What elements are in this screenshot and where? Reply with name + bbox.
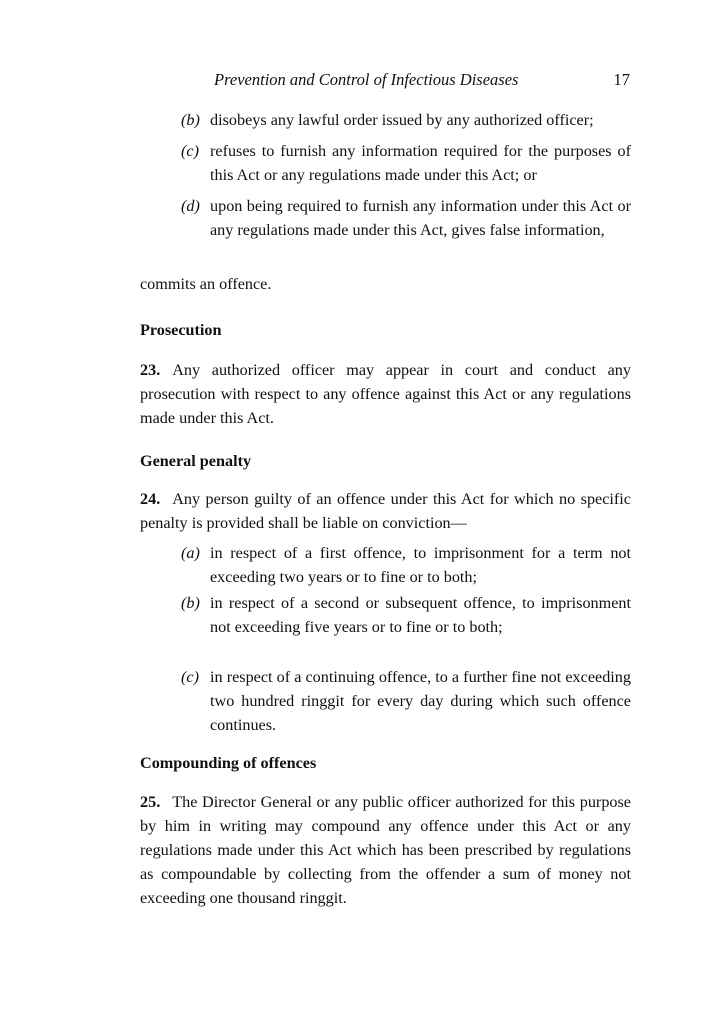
list-item-text: in respect of a second or subsequent offence, to imprisonment not exceeding five years or to fine or to both; xyxy=(210,594,631,636)
closing-line: commits an offence. xyxy=(140,275,272,293)
section-number: 24. xyxy=(140,490,161,508)
section-number: 25. xyxy=(140,793,161,811)
list-item-text: in respect of a continuing offence, to a further fine not exceeding two hundred ringgit for every day during which such offence continues. xyxy=(210,668,631,734)
list-item-label: (b) xyxy=(181,111,200,129)
section-text: The Director General or any public officer authorized for this purpose by him in writing may compound any offence under this Act or any regulations made under this Act which has been prescribed by regulations as compoundable by collecting from the offender a sum of money not exceeding one thousand ringgit. xyxy=(140,793,631,907)
list-item-label: (c) xyxy=(181,668,199,686)
list-item-label: (b) xyxy=(181,594,200,612)
section-number: 23. xyxy=(140,361,161,379)
page-number: 17 xyxy=(613,70,630,89)
section-body xyxy=(140,790,631,910)
list-item-text: disobeys any lawful order issued by any authorized officer; xyxy=(210,111,594,129)
list-item-label: (d) xyxy=(181,197,200,215)
running-header xyxy=(214,68,630,92)
list-item-text: upon being required to furnish any information under this Act or any regulations made under this Act, gives false information, xyxy=(210,197,631,239)
running-header-title: Prevention and Control of Infectious Diseases xyxy=(214,70,519,89)
section-body xyxy=(140,358,631,430)
list-item-label: (c) xyxy=(181,142,199,160)
list-item-text: in respect of a first offence, to imprisonment for a term not exceeding two years or to fine or to both; xyxy=(210,544,631,586)
section-body xyxy=(140,487,631,535)
section-heading: Compounding of offences xyxy=(140,754,317,772)
section-text: Any person guilty of an offence under this Act for which no specific penalty is provided shall be liable on conviction— xyxy=(140,490,631,532)
section-heading: Prosecution xyxy=(140,321,222,339)
section-heading: General penalty xyxy=(140,452,252,470)
list-item-label: (a) xyxy=(181,544,200,562)
section-text: Any authorized officer may appear in court and conduct any prosecution with respect to any offence against this Act or any regulations made under this Act. xyxy=(140,361,631,427)
list-item-text: refuses to furnish any information required for the purposes of this Act or any regulations made under this Act; or xyxy=(210,142,631,184)
